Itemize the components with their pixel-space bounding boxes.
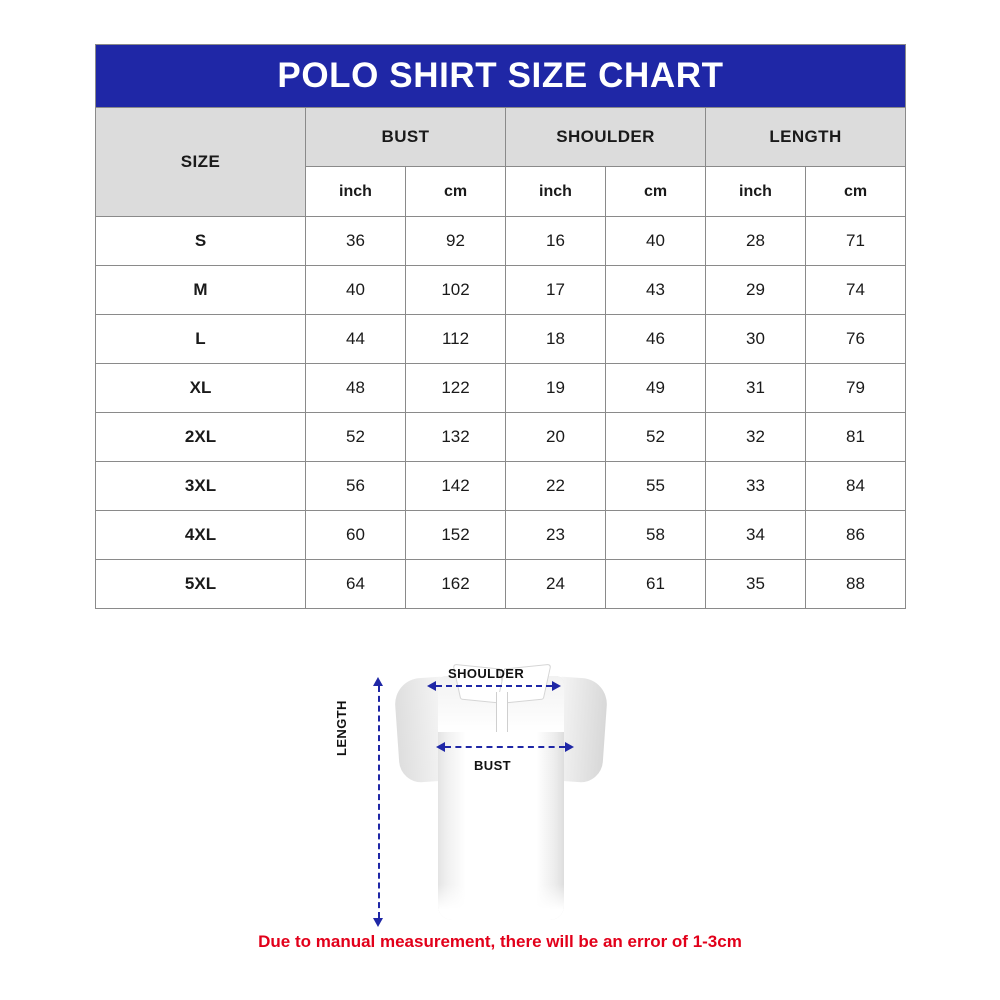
chart-title-row: [96, 45, 906, 108]
cell-bust-inch: 36: [306, 217, 406, 266]
cell-bust-cm: 142: [406, 462, 506, 511]
group-header-row: [96, 108, 906, 167]
unit-shoulder-cm: cm: [606, 167, 706, 217]
cell-length-inch: 30: [706, 315, 806, 364]
cell-shoulder-cm: 46: [606, 315, 706, 364]
cell-bust-inch: 64: [306, 560, 406, 609]
cell-bust-inch: 48: [306, 364, 406, 413]
cell-shoulder-inch: 24: [506, 560, 606, 609]
cell-shoulder-cm: 55: [606, 462, 706, 511]
cell-shoulder-inch: 17: [506, 266, 606, 315]
cell-shoulder-inch: 23: [506, 511, 606, 560]
cell-bust-cm: 92: [406, 217, 506, 266]
table-row: [96, 462, 906, 511]
size-chart-table-wrap: [95, 44, 905, 609]
cell-size: M: [96, 266, 306, 315]
page-title: POLO SHIRT SIZE CHART: [96, 45, 906, 108]
length-label: LENGTH: [334, 700, 349, 756]
cell-length-inch: 35: [706, 560, 806, 609]
cell-shoulder-cm: 61: [606, 560, 706, 609]
shoulder-label: SHOULDER: [448, 666, 525, 681]
length-arrow-down-icon: [373, 918, 383, 927]
table-row: [96, 266, 906, 315]
cell-shoulder-inch: 22: [506, 462, 606, 511]
cell-bust-cm: 102: [406, 266, 506, 315]
cell-size: XL: [96, 364, 306, 413]
cell-size: L: [96, 315, 306, 364]
cell-bust-cm: 152: [406, 511, 506, 560]
cell-length-inch: 31: [706, 364, 806, 413]
cell-length-inch: 34: [706, 511, 806, 560]
unit-shoulder-inch: inch: [506, 167, 606, 217]
header-length: LENGTH: [706, 108, 906, 167]
header-size: SIZE: [96, 108, 306, 217]
size-chart-table: [95, 44, 906, 609]
cell-length-cm: 74: [806, 266, 906, 315]
cell-bust-inch: 56: [306, 462, 406, 511]
bust-label: BUST: [474, 758, 511, 773]
cell-bust-cm: 162: [406, 560, 506, 609]
cell-length-cm: 88: [806, 560, 906, 609]
cell-bust-cm: 112: [406, 315, 506, 364]
cell-length-cm: 76: [806, 315, 906, 364]
unit-bust-inch: inch: [306, 167, 406, 217]
cell-size: 4XL: [96, 511, 306, 560]
cell-length-cm: 71: [806, 217, 906, 266]
table-row: [96, 364, 906, 413]
shoulder-measure-line: [436, 685, 552, 687]
cell-shoulder-cm: 49: [606, 364, 706, 413]
measurement-note: Due to manual measurement, there will be an error of 1-3cm: [258, 932, 742, 951]
cell-bust-inch: 52: [306, 413, 406, 462]
measurement-diagram: [334, 628, 660, 928]
cell-length-cm: 81: [806, 413, 906, 462]
cell-shoulder-inch: 18: [506, 315, 606, 364]
cell-length-cm: 79: [806, 364, 906, 413]
cell-length-inch: 29: [706, 266, 806, 315]
cell-shoulder-inch: 20: [506, 413, 606, 462]
table-row: [96, 560, 906, 609]
cell-bust-inch: 40: [306, 266, 406, 315]
table-row: [96, 511, 906, 560]
cell-shoulder-cm: 52: [606, 413, 706, 462]
cell-shoulder-inch: 19: [506, 364, 606, 413]
cell-shoulder-inch: 16: [506, 217, 606, 266]
cell-size: 5XL: [96, 560, 306, 609]
length-measure-line: [378, 686, 380, 918]
cell-size: S: [96, 217, 306, 266]
cell-bust-cm: 132: [406, 413, 506, 462]
cell-bust-inch: 44: [306, 315, 406, 364]
unit-length-cm: cm: [806, 167, 906, 217]
cell-size: 2XL: [96, 413, 306, 462]
cell-shoulder-cm: 58: [606, 511, 706, 560]
bust-measure-line: [445, 746, 565, 748]
unit-length-inch: inch: [706, 167, 806, 217]
table-row: [96, 413, 906, 462]
bust-arrow-left-icon: [436, 742, 445, 752]
header-shoulder: SHOULDER: [506, 108, 706, 167]
table-row: [96, 217, 906, 266]
cell-bust-cm: 122: [406, 364, 506, 413]
shoulder-arrow-right-icon: [552, 681, 561, 691]
cell-length-cm: 86: [806, 511, 906, 560]
cell-bust-inch: 60: [306, 511, 406, 560]
cell-shoulder-cm: 40: [606, 217, 706, 266]
cell-length-inch: 28: [706, 217, 806, 266]
cell-length-inch: 33: [706, 462, 806, 511]
cell-length-cm: 84: [806, 462, 906, 511]
cell-size: 3XL: [96, 462, 306, 511]
unit-bust-cm: cm: [406, 167, 506, 217]
shoulder-arrow-left-icon: [427, 681, 436, 691]
length-arrow-up-icon: [373, 677, 383, 686]
cell-shoulder-cm: 43: [606, 266, 706, 315]
table-row: [96, 315, 906, 364]
bust-arrow-right-icon: [565, 742, 574, 752]
cell-length-inch: 32: [706, 413, 806, 462]
shirt-placket: [496, 692, 508, 732]
header-bust: BUST: [306, 108, 506, 167]
